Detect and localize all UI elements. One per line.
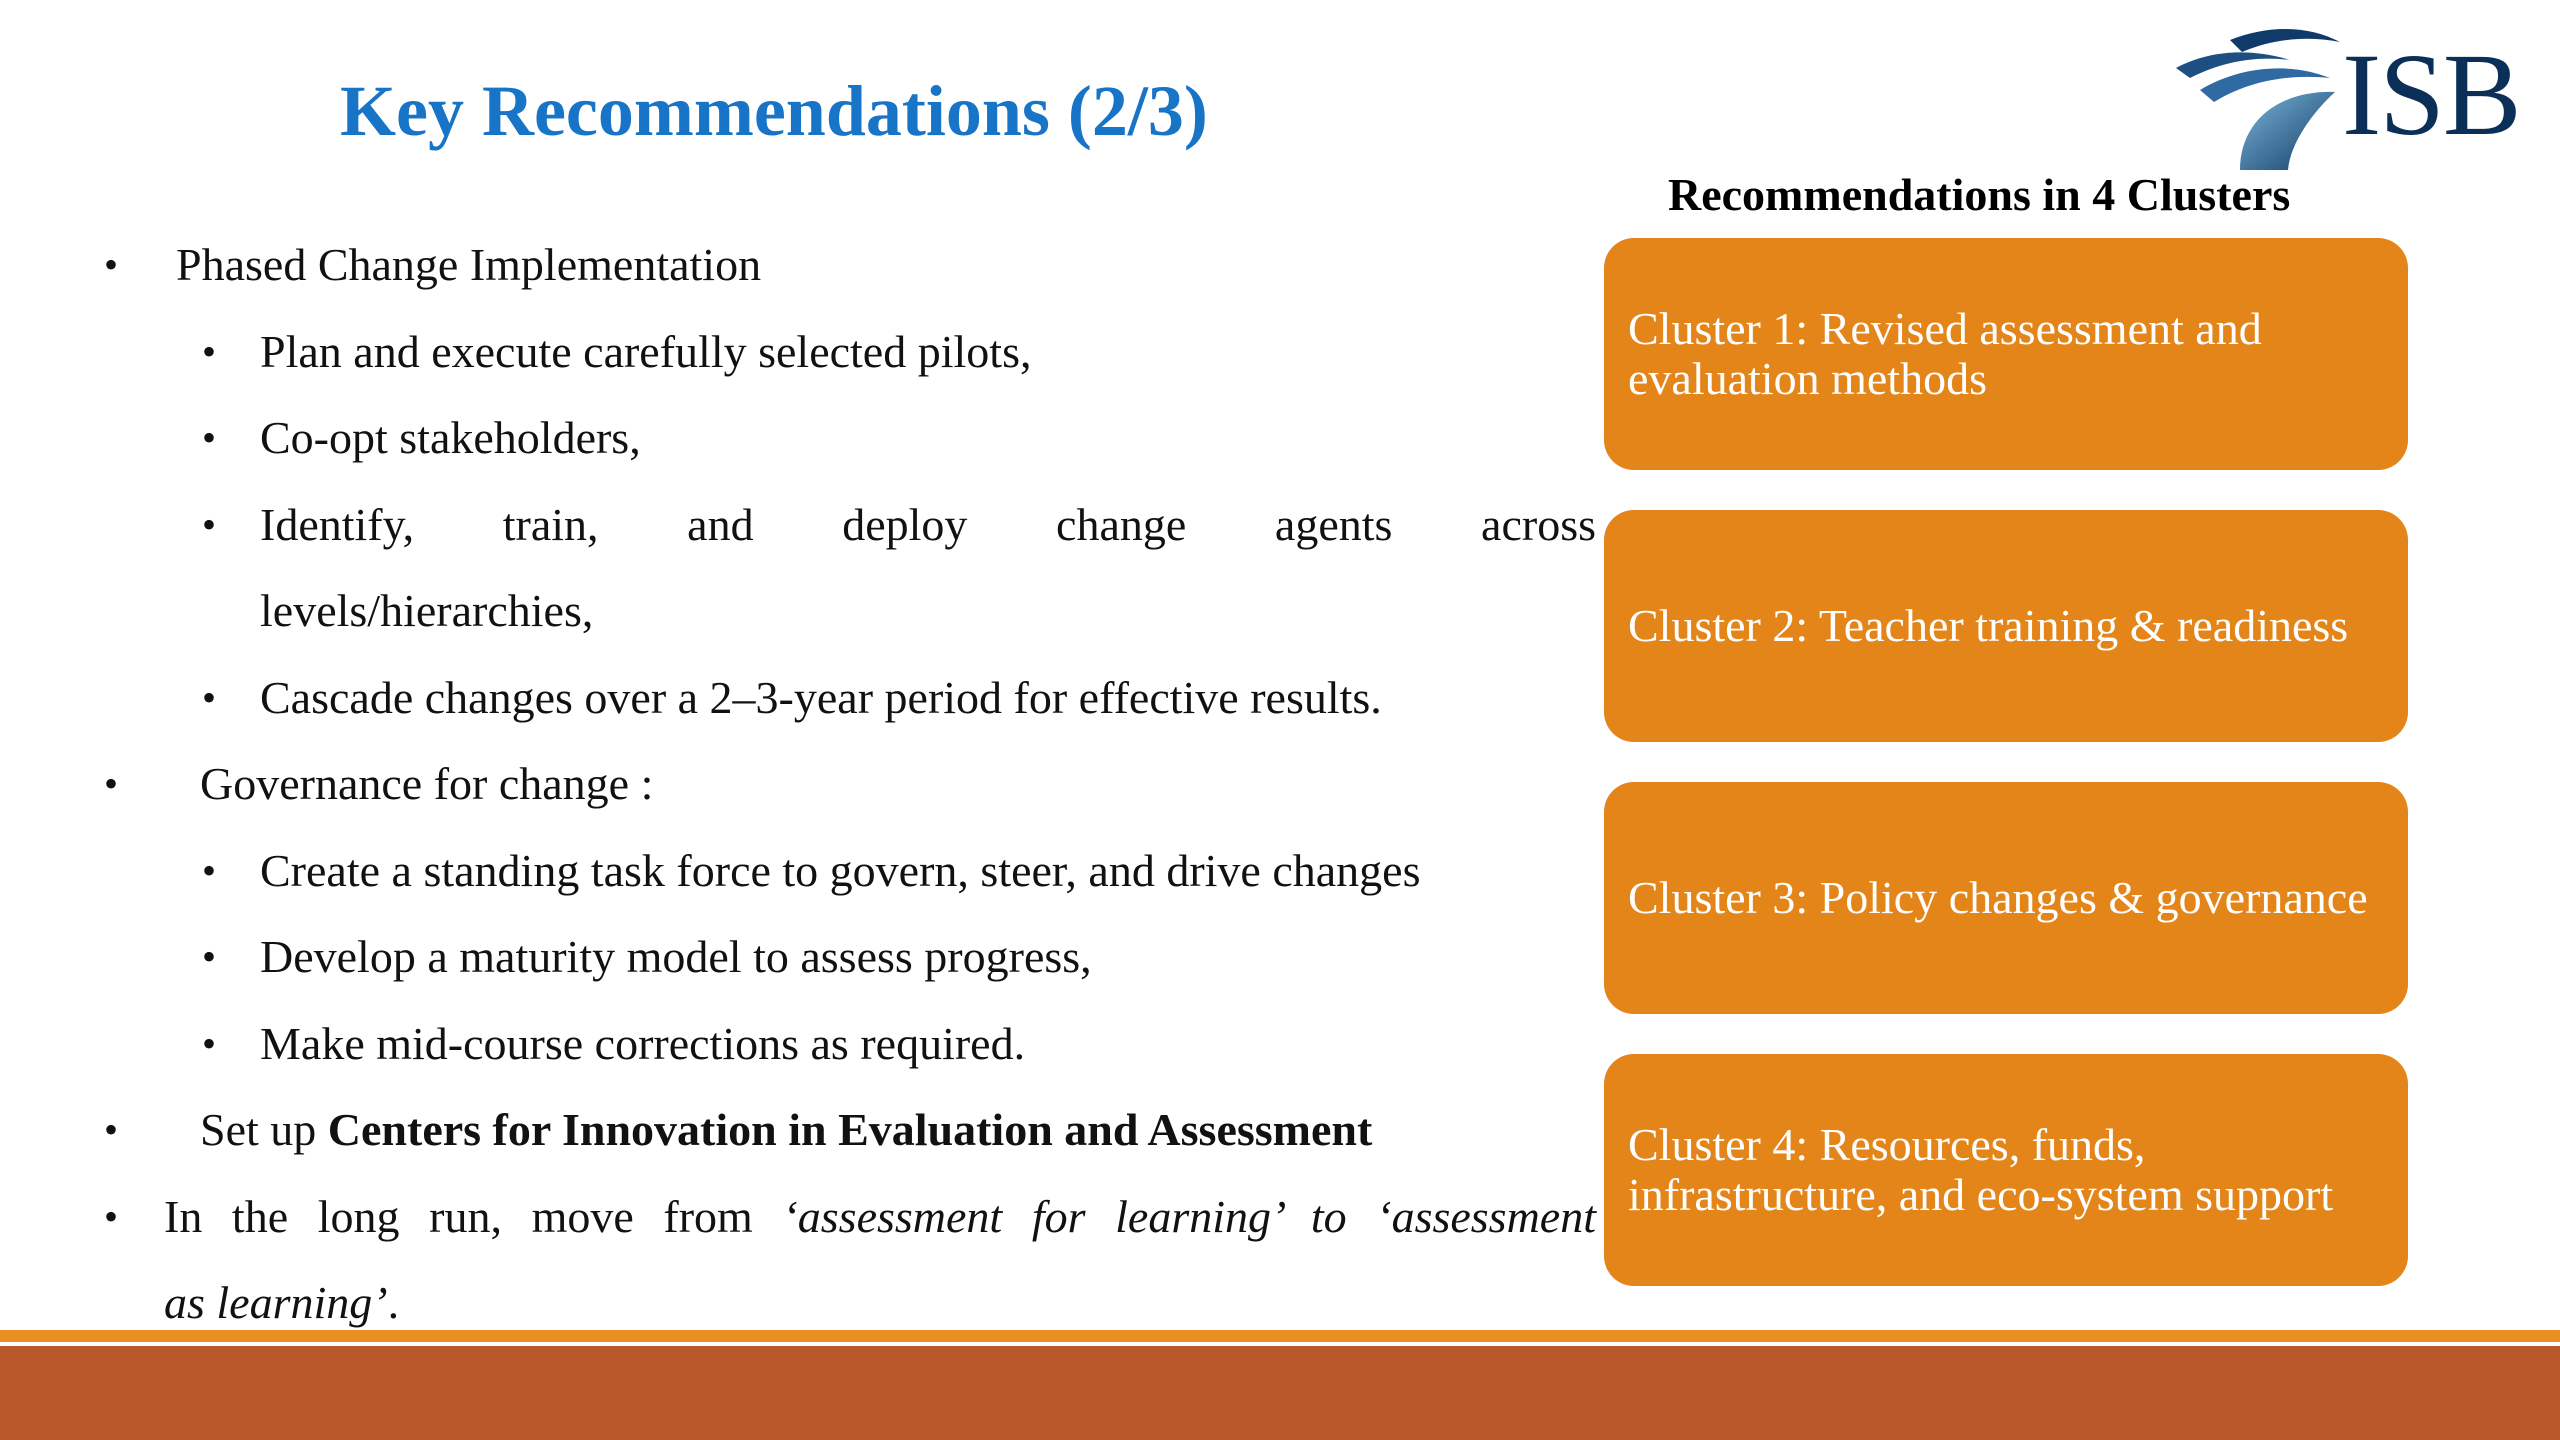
bullet-text: Make mid-course corrections as required. — [260, 1017, 1026, 1069]
bullet-text: Develop a maturity model to assess progress, — [260, 931, 1092, 982]
bullet-text: Create a standing task force to govern, steer, and drive changes — [260, 844, 1421, 896]
bullet-text: Cascade changes over a 2–3-year period for effective results. — [260, 671, 1382, 723]
bullet-dot: • — [202, 1020, 217, 1066]
bullet-text: Plan and execute carefully selected pilots, — [260, 325, 1032, 377]
bullet-text: Governance for change : — [200, 758, 654, 809]
bullet-bold-text: Centers for Innovation in Evaluation and Assessment — [327, 1104, 1373, 1155]
bullet-text — [200, 1087, 1372, 1174]
bullet-dot: • — [104, 1193, 119, 1239]
clusters-heading: Recommendations in 4 Clusters — [1668, 169, 2291, 220]
cluster-label: Cluster 4: Resources, funds, infrastructure, and eco-system support — [1628, 1119, 2334, 1220]
list-item — [100, 828, 1500, 915]
footer-accent-line — [0, 1330, 2560, 1342]
cluster-box-2 — [1604, 510, 2408, 742]
list-item — [100, 309, 1500, 396]
cluster-box-4 — [1604, 1054, 2408, 1286]
bullet-prefix: In the long run, move from — [164, 1190, 783, 1242]
bullet-list — [100, 222, 1597, 1347]
bullet-text: Co-opt stakeholders, — [260, 412, 641, 463]
list-item — [100, 1087, 1500, 1174]
bullet-dot: • — [104, 242, 119, 287]
footer-band — [0, 1346, 2560, 1440]
list-item — [100, 1174, 1597, 1261]
bullet-dot: • — [104, 761, 119, 806]
bullet-dot: • — [202, 674, 217, 720]
bullet-text: Phased Change Implementation — [176, 239, 762, 290]
bullet-text: Identify, train, and deploy change agents across — [260, 498, 1596, 550]
list-item — [100, 1001, 1500, 1088]
bullet-text: levels/hierarchies, — [260, 585, 594, 636]
list-item — [100, 741, 1500, 828]
bullet-dot: • — [202, 847, 217, 893]
list-item — [100, 482, 1596, 569]
cluster-box-3 — [1604, 782, 2408, 1014]
bullet-italic-text: ‘assessment for learning’ to ‘assessment — [782, 1190, 1597, 1242]
slide-title: Key Recommendations (2/3) — [340, 71, 1208, 151]
bullet-italic-text: as learning’ — [164, 1277, 388, 1328]
bullet-dot: • — [104, 1107, 119, 1152]
bullet-dot: • — [202, 501, 217, 547]
cluster-box-1 — [1604, 238, 2408, 470]
list-item — [100, 655, 1500, 742]
bullet-dot: • — [202, 934, 217, 979]
list-item — [100, 395, 1500, 482]
logo-text: ISB — [2342, 29, 2520, 160]
bullet-dot: • — [202, 328, 217, 374]
bullet-dot: • — [202, 415, 217, 460]
isb-logo — [2170, 20, 2550, 170]
isb-wave-logo-icon — [2170, 20, 2350, 170]
bullet-suffix: . — [387, 1277, 400, 1328]
cluster-label: Cluster 1: Revised assessment and evaluation methods — [1628, 303, 2262, 404]
cluster-label: Cluster 3: Policy changes & governance — [1628, 872, 2368, 923]
list-item-continuation — [100, 568, 1500, 655]
bullet-text — [164, 1174, 1596, 1261]
bullet-prefix: Set up — [200, 1104, 328, 1155]
list-item — [100, 222, 1500, 309]
list-item — [100, 914, 1500, 1001]
cluster-label: Cluster 2: Teacher training & readiness — [1628, 600, 2349, 651]
